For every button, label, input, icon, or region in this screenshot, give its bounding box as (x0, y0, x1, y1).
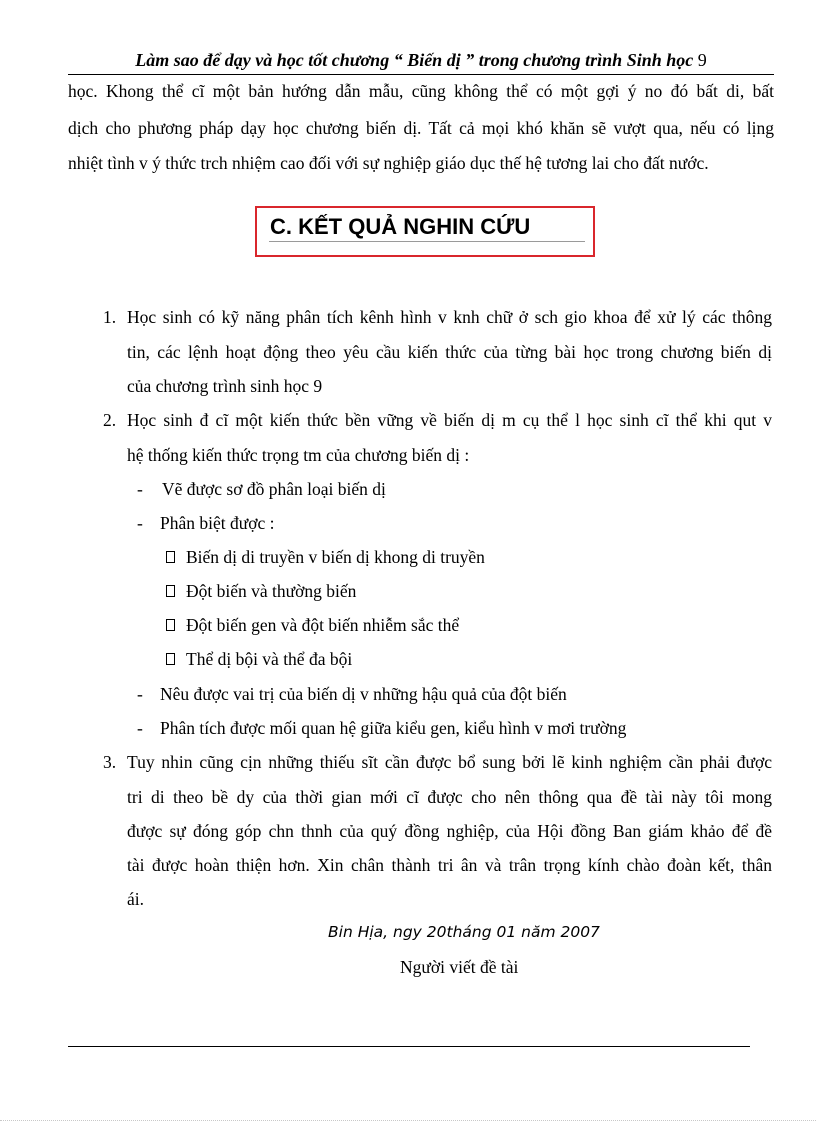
intro-line: nhiệt tình v ý thức trch nhiệm cao đối với sự nghiệp giáo dục thế hệ tương lai cho đất nước. (68, 153, 709, 173)
sub-item: Thể dị bội và thể đa bội (186, 649, 353, 669)
page-header (68, 50, 774, 71)
dash-item: Nêu được vai trị của biến dị v những hậu quả của đột biến (160, 684, 567, 704)
sub-item: Biến dị di truyền v biến dị khong di truyền (186, 547, 485, 567)
item-line: hệ thống kiến thức trọng tm của chương biến dị : (127, 445, 470, 465)
square-bullet-icon (166, 653, 175, 665)
item-line: Tuy nhin cũng cịn những thiếu sĩt cần được bổ sung bởi lẽ kinh nghiệm cần phải được (127, 752, 772, 772)
section-title-underline (269, 241, 585, 242)
item-number: 3. (103, 752, 117, 772)
dash-marker: - (137, 718, 143, 738)
page-edge (0, 1120, 816, 1121)
sub-item: Đột biến và thường biến (186, 581, 357, 601)
sub-item: Đột biến gen và đột biến nhiễm sắc thể (186, 615, 460, 635)
header-divider (68, 74, 774, 75)
section-title: C. KẾT QUẢ NGHIN CỨU (270, 214, 531, 239)
dash-item: Phân biệt được : (160, 513, 275, 533)
square-bullet-icon (166, 551, 175, 563)
footer-divider (68, 1046, 750, 1047)
dash-item: Vẽ được sơ đồ phân loại biến dị (162, 479, 386, 499)
square-bullet-icon (166, 619, 175, 631)
item-line: Học sinh có kỹ năng phân tích kênh hình v knh chữ ở sch gio khoa để xử lý các thông (127, 307, 772, 327)
item-line: tri di theo bề dy của thời gian mới cĩ được cho nên thông qua đề tài này tôi mong (127, 787, 772, 807)
intro-line: dịch cho phương pháp dạy học chương biến dị. Tất cả mọi khó khăn sẽ vượt qua, nếu có lịng (68, 118, 774, 138)
item-line: Học sinh đ cĩ một kiến thức bền vững về biến dị m cụ thể l học sinh cĩ thể khi qut v (127, 410, 772, 430)
signature-place-date: Bin Hịa, ngy 20tháng 01 năm 2007 (328, 923, 600, 941)
dash-marker: - (137, 479, 143, 499)
header-number: 9 (697, 50, 707, 70)
square-bullet-icon (166, 585, 175, 597)
item-line: tin, các lệnh hoạt động theo yêu cầu kiến thức của từng bài học trong chương biến dị (127, 342, 772, 362)
item-number: 2. (103, 410, 117, 430)
dash-marker: - (137, 513, 143, 533)
signature-role: Người viết đề tài (400, 957, 519, 977)
intro-line: học. Khong thể cĩ một bản hướng dẫn mẫu, cũng không thể có một gợi ý no đó bất di, bất (68, 81, 774, 101)
dash-marker: - (137, 684, 143, 704)
header-title: Làm sao để dạy và học tốt chương “ Biến dị ” trong chương trình Sinh học (135, 50, 694, 70)
item-line: của chương trình sinh học 9 (127, 376, 323, 396)
dash-item: Phân tích được mối quan hệ giữa kiểu gen, kiểu hình v mơi trường (160, 718, 627, 738)
item-line: ái. (127, 889, 145, 909)
item-number: 1. (103, 307, 117, 327)
item-line: được sự đóng góp chn thnh của quý đồng nghiệp, của Hội đồng Ban giám khảo để đề (127, 821, 772, 841)
item-line: tài được hoàn thiện hơn. Xin chân thành tri ân và trân trọng kính chào đoàn kết, thân (127, 855, 772, 875)
